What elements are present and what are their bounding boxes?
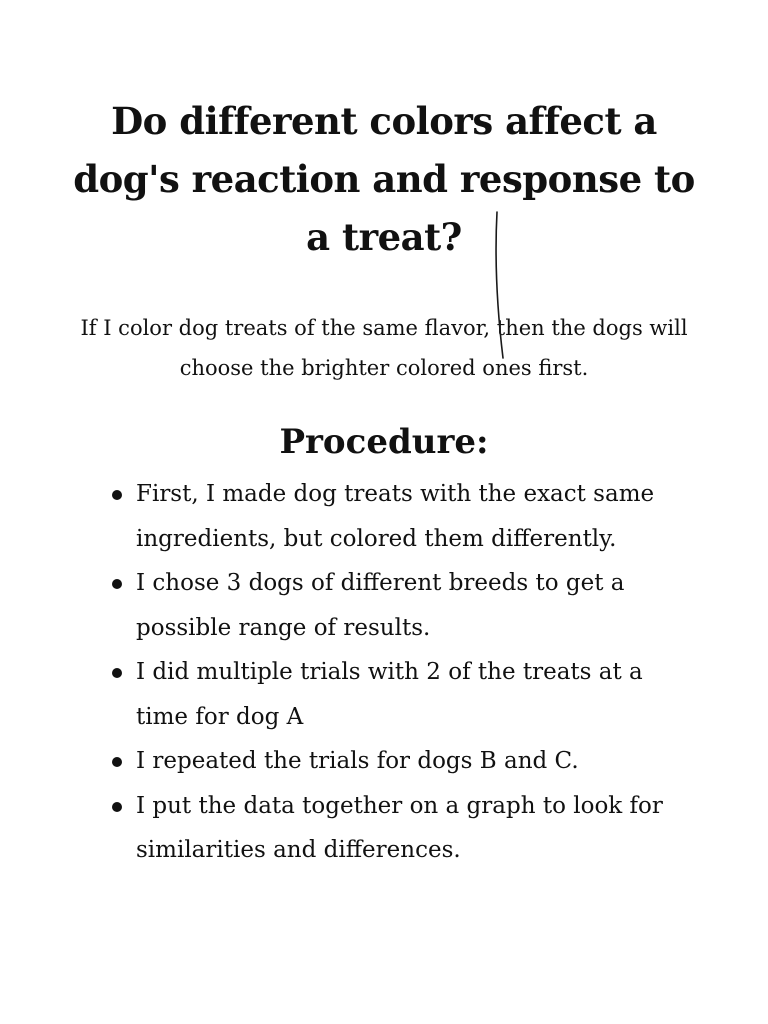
page-title: Do different colors affect a dog's reaction and response to a treat? [73,99,695,259]
list-item [112,472,702,561]
bullet-icon [112,490,122,500]
step-text: I repeated the trials for dogs B and C. [136,748,579,774]
bullet-icon [112,802,122,812]
list-item [112,739,702,784]
step-text: I chose 3 dogs of different breeds to get a possible range of results. [136,570,625,641]
bullet-icon [112,668,122,678]
step-text: I put the data together on a graph to look for similarities and differences. [136,792,663,863]
procedure-heading: Procedure: [279,422,489,462]
step-text: First, I made dog treats with the exact same ingredients, but colored them differently. [136,481,655,552]
list-item [112,561,702,650]
bullet-icon [112,757,122,767]
hypothesis-text: If I color dog treats of the same flavor, then the dogs will choose the brighter colored ones first. [80,316,688,380]
procedure-list [112,472,702,873]
list-item [112,784,702,873]
list-item [112,650,702,739]
bullet-icon [112,579,122,589]
step-text: I did multiple trials with 2 of the treats at a time for dog A [136,659,643,730]
